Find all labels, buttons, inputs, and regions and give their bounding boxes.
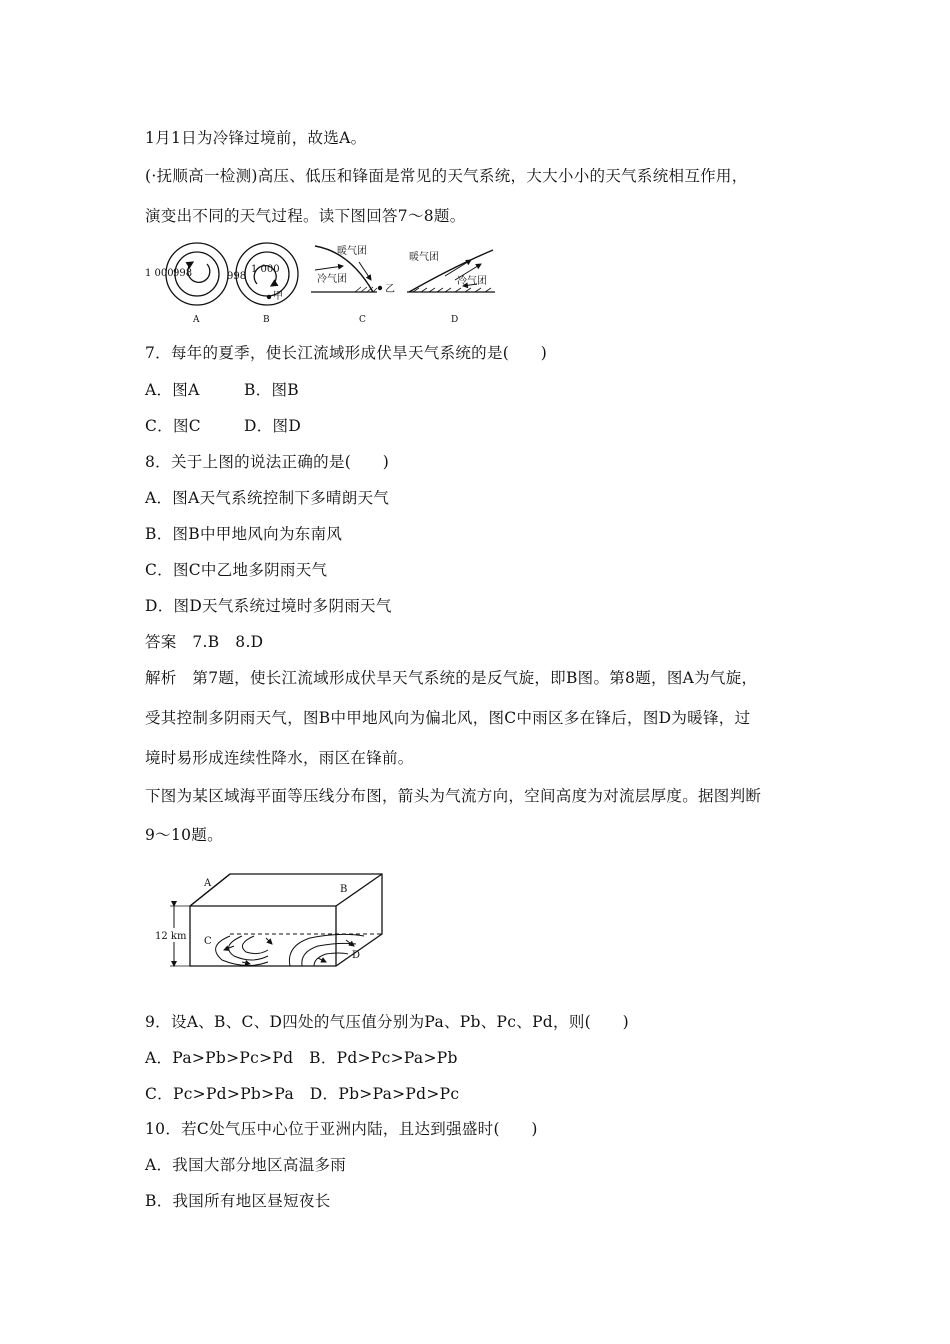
q8-stem: 8．关于上图的说法正确的是( ) bbox=[145, 453, 390, 471]
q10-option-b: B．我国所有地区昼短夜长 bbox=[145, 1192, 331, 1210]
q7-stem: 7．每年的夏季，使长江流域形成伏旱天气系统的是( ) bbox=[145, 344, 548, 362]
q9-options-ab: A．Pa>Pb>Pc>Pd B．Pd>Pc>Pa>Pb bbox=[145, 1049, 458, 1067]
weather-systems-figure bbox=[145, 240, 505, 330]
q9-options-cd: C．Pc>Pd>Pb>Pa D．Pb>Pa>Pd>Pc bbox=[145, 1085, 460, 1103]
point-jia-marker bbox=[267, 295, 271, 299]
panel-a-outer-isobar: 1 000 bbox=[145, 268, 174, 279]
q10-stem: 10．若C处气压中心位于亚洲内陆，且达到强盛时( ) bbox=[145, 1120, 538, 1138]
label-c: C bbox=[204, 936, 212, 947]
panel-b-label: B bbox=[263, 315, 270, 325]
q8-option-c: C．图C中乙地多阴雨天气 bbox=[145, 561, 328, 579]
intro-line-1: 1月1日为冷锋过境前，故选A。 bbox=[145, 129, 367, 147]
panel-a-label: A bbox=[193, 315, 200, 325]
analysis-line-2: 受其控制多阴雨天气，图B中甲地风向为偏北风，图C中雨区多在锋后，图D为暖锋，过 bbox=[145, 709, 751, 727]
q9-stem: 9．设A、B、C、D四处的气压值分别为Pa、Pb、Pc、Pd，则( ) bbox=[145, 1013, 629, 1031]
panel-d-warm-front bbox=[407, 250, 495, 325]
analysis-line-1: 解析 第7题，使长江流域形成伏旱天气系统的是反气旋，即B图。第8题，图A为气旋， bbox=[145, 669, 758, 687]
panel-a-cyclone bbox=[145, 243, 228, 325]
label-a: A bbox=[204, 878, 212, 889]
panel-c-warm-mass: 暖气团 bbox=[337, 246, 367, 257]
q7-option-d: D．图D bbox=[244, 417, 302, 435]
panel-d-warm-mass: 暖气团 bbox=[409, 252, 439, 263]
point-yi-label: 乙 bbox=[385, 284, 395, 295]
intro-line-2: (·抚顺高一检测)高压、低压和锋面是常见的天气系统，大大小小的天气系统相互作用， bbox=[145, 167, 748, 185]
q10-option-a: A．我国大部分地区高温多雨 bbox=[145, 1156, 347, 1174]
panel-d-cold-mass: 冷气团 bbox=[457, 276, 487, 287]
panel-d-label: D bbox=[451, 315, 459, 325]
panel-b-inner-isobar: 1 000 bbox=[251, 264, 280, 275]
q7-option-a: A．图A bbox=[145, 381, 200, 399]
point-yi-marker bbox=[378, 286, 382, 290]
q8-option-a: A．图A天气系统控制下多晴朗天气 bbox=[145, 489, 390, 507]
intro-line-3: 演变出不同的天气过程。读下图回答7～8题。 bbox=[145, 207, 466, 225]
q7-option-c: C．图C bbox=[145, 417, 201, 435]
q8-option-b: B．图B中甲地风向为东南风 bbox=[145, 525, 343, 543]
height-label: 12 km bbox=[155, 931, 187, 942]
label-d: D bbox=[352, 950, 361, 961]
panel-c-cold-front bbox=[311, 244, 395, 325]
panel-c-label: C bbox=[359, 315, 366, 325]
intro2-line-2: 9～10题。 bbox=[145, 826, 223, 844]
panel-b-anticyclone bbox=[227, 243, 298, 325]
point-jia-label: 甲 bbox=[273, 291, 283, 302]
intro2-line-1: 下图为某区域海平面等压线分布图，箭头为气流方向，空间高度为对流层厚度。据图判断 bbox=[145, 787, 762, 805]
analysis-line-3: 境时易形成连续性降水，雨区在锋前。 bbox=[145, 749, 414, 767]
panel-c-cold-mass: 冷气团 bbox=[317, 274, 347, 285]
panel-b-outer-isobar: 998 bbox=[227, 271, 247, 282]
q7-option-b: B．图B bbox=[244, 381, 299, 399]
pressure-box-figure bbox=[150, 866, 390, 976]
answer-line: 答案 7.B 8.D bbox=[145, 633, 264, 651]
label-b: B bbox=[340, 884, 348, 895]
q8-option-d: D．图D天气系统过境时多阴雨天气 bbox=[145, 597, 392, 615]
panel-a-inner-isobar: 998 bbox=[173, 268, 193, 279]
